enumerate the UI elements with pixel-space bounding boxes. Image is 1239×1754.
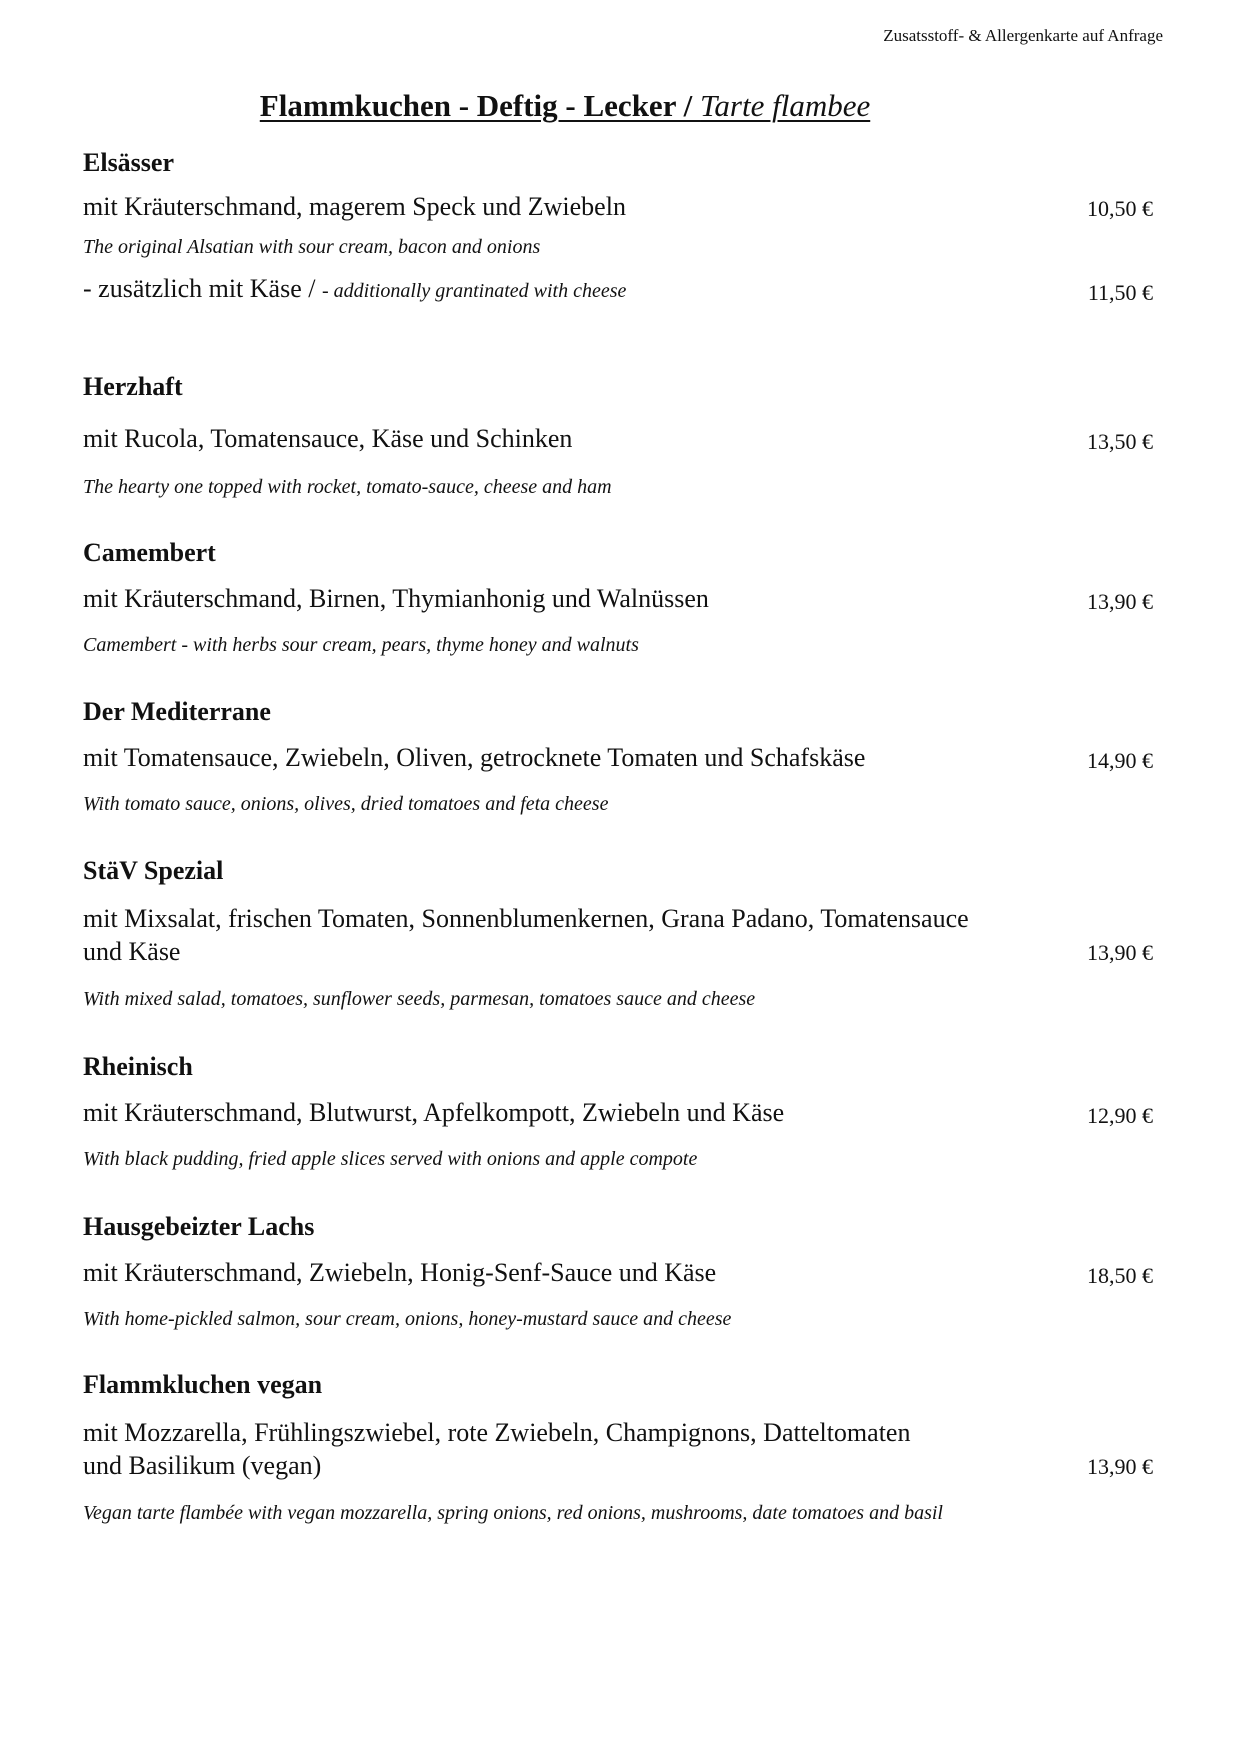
extra-label-de: - zusätzlich mit Käse / — [83, 274, 322, 303]
item-description-de: mit Kräuterschmand, Blutwurst, Apfelkompott, Zwiebeln und Käse — [83, 1098, 785, 1127]
item-description-en: The original Alsatian with sour cream, bacon and onions — [83, 236, 541, 258]
item-description-en: With tomato sauce, onions, olives, dried tomatoes and feta cheese — [83, 793, 609, 815]
item-description-de: mit Tomatensauce, Zwiebeln, Oliven, getrocknete Tomaten und Schafskäse — [83, 743, 866, 772]
item-description-de: mit Rucola, Tomatensauce, Käse und Schinken — [83, 424, 573, 453]
item-description-de: mit Kräuterschmand, Zwiebeln, Honig-Senf-Sauce und Käse — [83, 1258, 717, 1287]
item-description-en: With home-pickled salmon, sour cream, onions, honey-mustard sauce and cheese — [83, 1308, 732, 1330]
item-price: 12,90 € — [1087, 1103, 1153, 1128]
item-name: Flammkluchen vegan — [83, 1370, 323, 1399]
item-description-de: mit Mozzarella, Frühlingszwiebel, rote Zwiebeln, Champignons, Datteltomaten und Basilikum (vegan) — [83, 1418, 911, 1480]
item-name: Camembert — [83, 538, 216, 567]
item-description-de: mit Mixsalat, frischen Tomaten, Sonnenblumenkernen, Grana Padano, Tomatensauce und Käse — [83, 904, 969, 966]
item-description-en: With mixed salad, tomatoes, sunflower seeds, parmesan, tomatoes sauce and cheese — [83, 988, 756, 1010]
item-price: 18,50 € — [1087, 1263, 1153, 1288]
item-price: 13,90 € — [1087, 1454, 1153, 1479]
title-german: Flammkuchen - Deftig - Lecker / — [259, 88, 701, 123]
allergen-note: Zusatsstoff- & Allergenkarte auf Anfrage — [883, 26, 1163, 45]
item-description-de: mit Kräuterschmand, magerem Speck und Zwiebeln — [83, 192, 626, 221]
menu-item-mediterrane — [83, 697, 1153, 827]
menu-item-herzhaft — [83, 372, 1153, 512]
item-name: Hausgebeizter Lachs — [83, 1212, 315, 1241]
extra-cheese-option — [83, 272, 1038, 308]
extra-price: 11,50 € — [1087, 280, 1153, 305]
item-price: 13,90 € — [1087, 589, 1153, 614]
item-price: 13,50 € — [1087, 429, 1153, 454]
menu-item-elsaesser — [83, 148, 1153, 348]
page-title — [0, 88, 1130, 124]
menu-item-vegan — [83, 1370, 1153, 1570]
item-name: StäV Spezial — [83, 856, 224, 885]
item-description-en: With black pudding, fried apple slices served with onions and apple compote — [83, 1148, 698, 1170]
item-name: Elsässer — [83, 148, 174, 177]
item-price: 10,50 € — [1087, 196, 1153, 221]
extra-label-en: - additionally grantinated with cheese — [321, 280, 627, 302]
item-name: Der Mediterrane — [83, 697, 271, 726]
menu-item-camembert — [83, 538, 1153, 668]
item-price: 14,90 € — [1087, 748, 1153, 773]
item-description-en: The hearty one topped with rocket, tomato-sauce, cheese and ham — [83, 476, 612, 498]
menu-item-hausgebeizter-lachs — [83, 1212, 1153, 1342]
item-price: 13,90 € — [1087, 940, 1153, 965]
item-description-en: Vegan tarte flambée with vegan mozzarella, spring onions, red onions, mushrooms, date tomatoes and basil — [83, 1502, 943, 1524]
item-description-de: mit Kräuterschmand, Birnen, Thymianhonig und Walnüssen — [83, 584, 709, 613]
item-description-en: Camembert - with herbs sour cream, pears, thyme honey and walnuts — [83, 634, 639, 656]
menu-item-staev-spezial — [83, 856, 1153, 1026]
item-name: Herzhaft — [83, 372, 183, 401]
title-english: Tarte flambee — [700, 88, 871, 123]
menu-item-rheinisch — [83, 1052, 1153, 1182]
item-name: Rheinisch — [83, 1052, 193, 1081]
